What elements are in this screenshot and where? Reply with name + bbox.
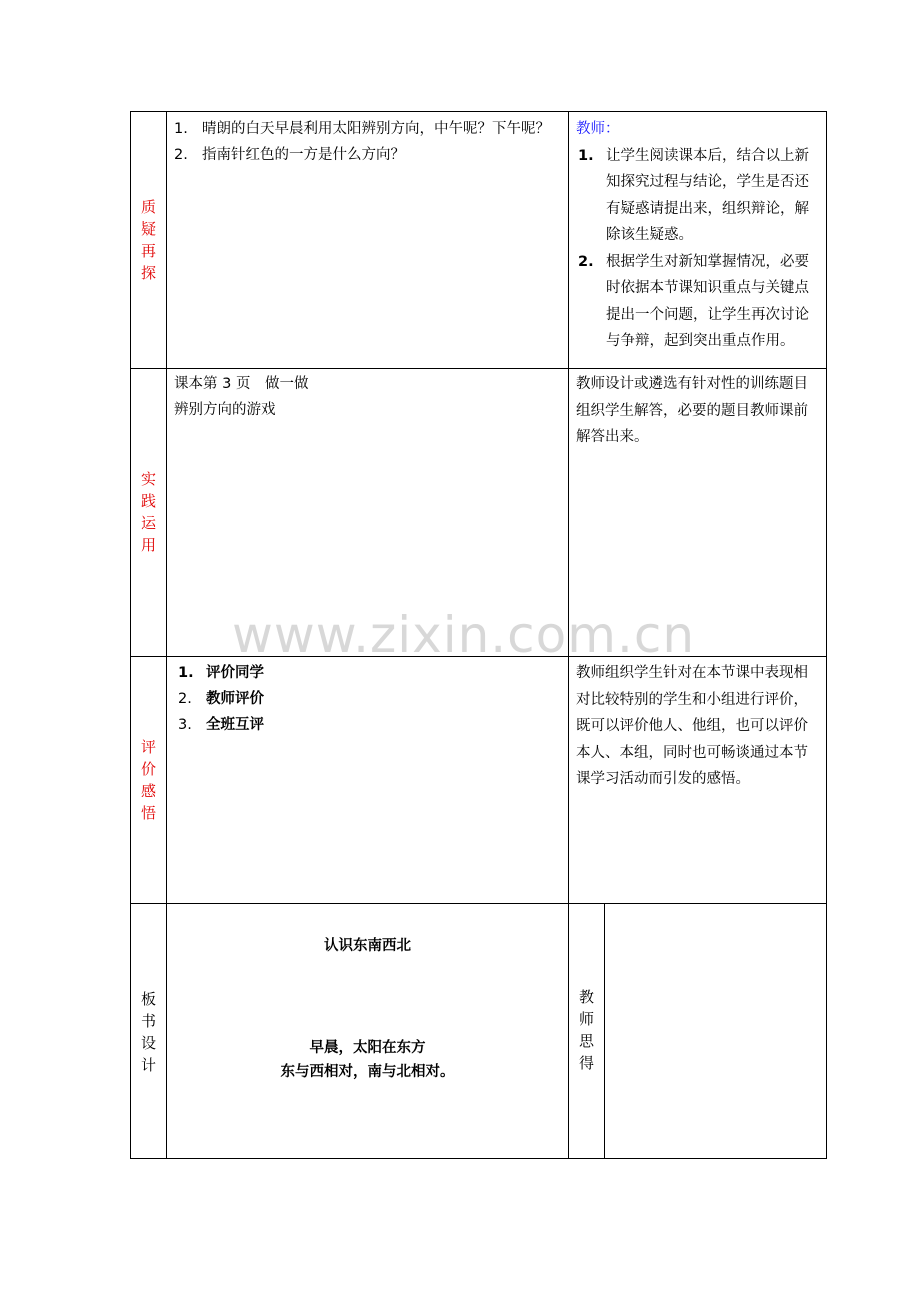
row-label-board-design: 板 书 设 计 [140, 990, 156, 1074]
table-top-border [130, 111, 827, 112]
row-label-practice: 实 践 运 用 [140, 470, 156, 554]
reflect-column-divider [604, 903, 605, 1159]
row-label-question: 质 疑 再 探 [140, 198, 156, 282]
list-item-text: 评价同学 [206, 665, 264, 681]
row-label-evaluation: 评 价 感 悟 [140, 738, 156, 822]
list-item-text: 全班互评 [206, 717, 264, 733]
list-item [174, 712, 554, 738]
list-item-number: 1. [178, 665, 194, 681]
watermark: www.zixin.com.cn [232, 606, 696, 664]
list-item-text: 教师评价 [206, 691, 264, 707]
evaluation-teacher-notes: 教师组织学生针对在本节课中表现相对比较特别的学生和小组进行评价，既可以评价他人、他组，也可以评价本人、本组，同时也可畅谈通过本节课学习活动而引发的感悟。 [576, 665, 808, 787]
table-right-border [826, 111, 827, 1159]
content-line: 课本第 3 页 做一做 [174, 376, 309, 392]
table-bottom-border [130, 1158, 827, 1159]
practice-teacher-notes: 教师设计或遴选有针对性的训练题目组织学生解答，必要的题目教师课前解答出来。 [576, 376, 808, 445]
question-teacher-notes [576, 116, 820, 355]
list-item-number: 1. [174, 121, 188, 137]
question-content [170, 116, 560, 168]
list-item-number: 2. [578, 253, 594, 270]
list-item [170, 142, 560, 168]
teacher-heading: 教师： [576, 121, 620, 137]
content-line: 辨别方向的游戏 [174, 402, 276, 418]
board-line: 东与西相对，南与北相对。 [280, 1064, 455, 1080]
list-item-text: 根据学生对新知掌握情况，必要时依据本节课知识重点与关键点提出一个问题，让学生再次讨论与争辩，起到突出重点作用。 [606, 253, 809, 349]
row-divider-1 [130, 368, 827, 369]
list-item-number: 2. [178, 691, 192, 707]
list-item-number: 3. [178, 717, 192, 733]
board-title: 认识东南西北 [324, 938, 411, 954]
list-item [174, 686, 554, 712]
list-item-number: 1. [578, 147, 594, 164]
teacher-reflection-label: 教 师 思 得 [578, 988, 594, 1072]
list-item [576, 143, 820, 249]
evaluation-content [174, 660, 554, 738]
board-line: 早晨，太阳在东方 [309, 1040, 426, 1056]
list-item-number: 2. [174, 147, 188, 163]
board-content [167, 904, 568, 1158]
list-item-text: 指南针红色的一方是什么方向？ [202, 147, 405, 163]
list-item [576, 249, 820, 355]
list-item [170, 116, 560, 142]
list-item-text: 晴朗的白天早晨利用太阳辨别方向，中午呢？下午呢？ [202, 121, 550, 137]
practice-content [174, 371, 554, 423]
list-item-text: 让学生阅读课本后，结合以上新知探究过程与结论，学生是否还有疑惑请提出来，组织辩论，解除该生疑惑。 [606, 147, 809, 243]
